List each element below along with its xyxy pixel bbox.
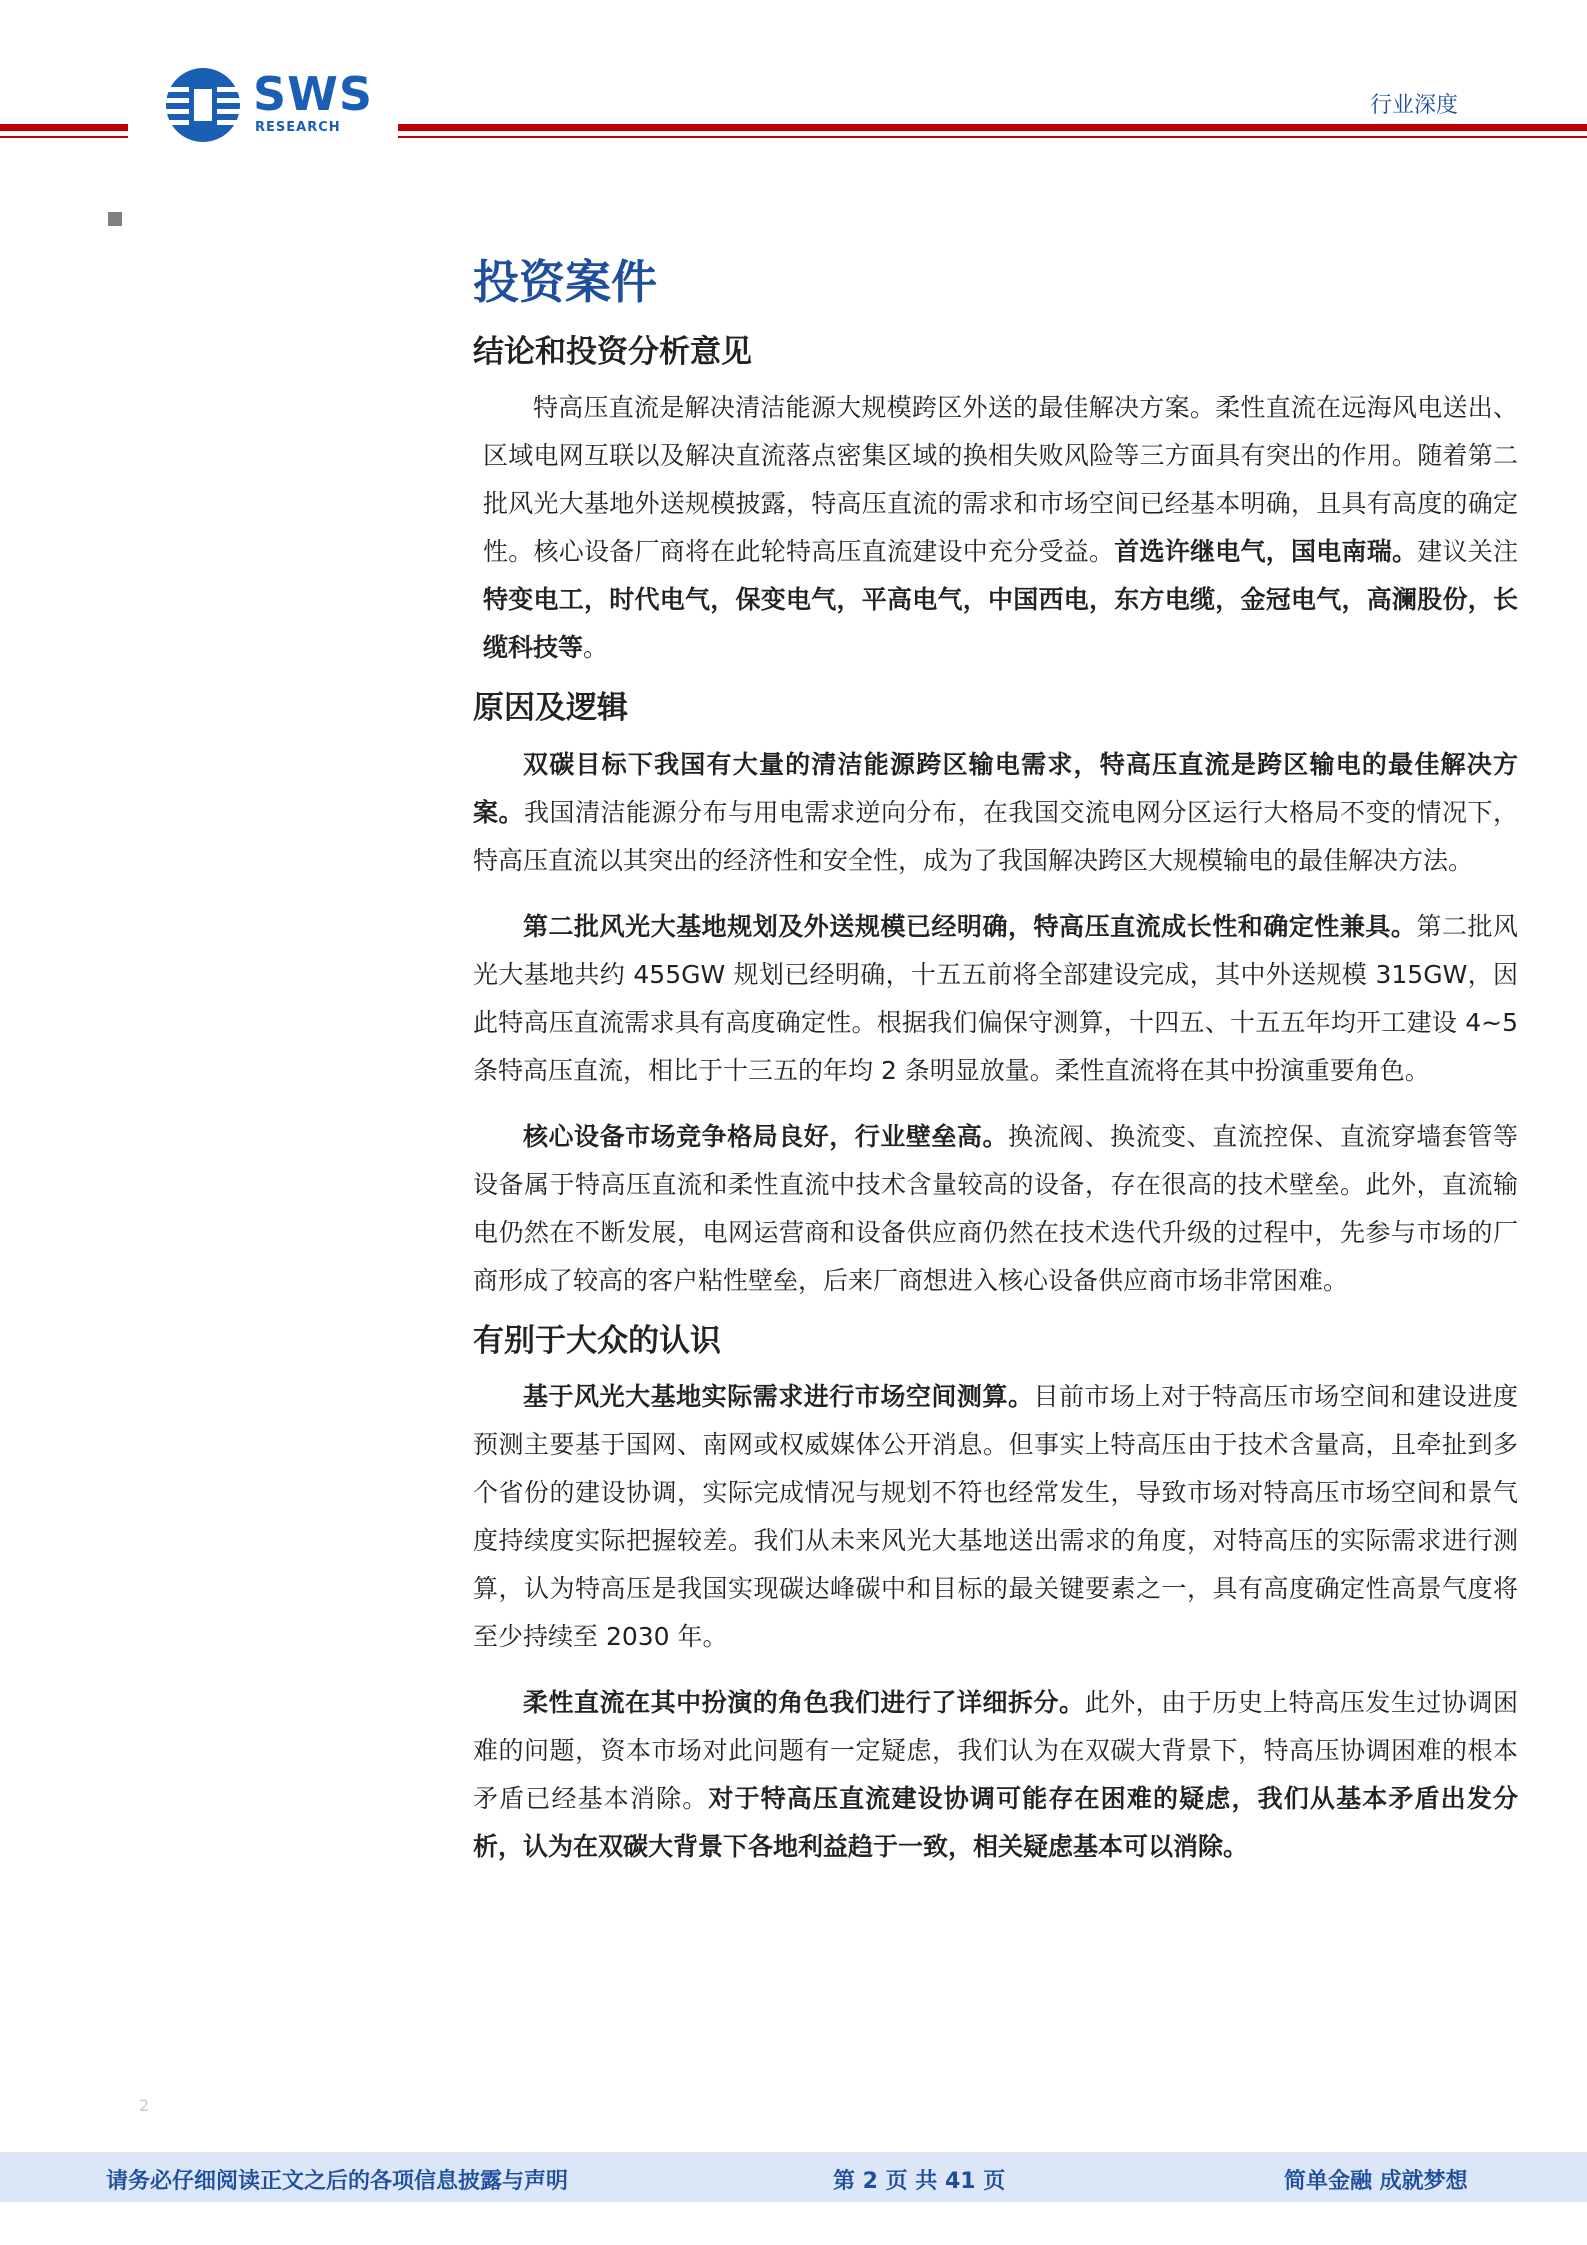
section-heading: 有别于大众的认识 [473, 1322, 721, 1359]
text-run: 我国清洁能源分布与用电需求逆向分布，在我国交流电网分区运行大格局不变的情况下，特高压直流以其突出的经济性和安全性，成为了我国解决跨区大规模输电的最佳解决方法。 [473, 797, 1518, 875]
paragraph [473, 741, 1518, 885]
text-run-bold: 双碳目标下我国有大量的清洁能源跨区输电需求，特高压直流是跨区输电的最佳解决方案。 [473, 749, 1518, 827]
sws-logo-icon [163, 65, 243, 145]
text-run: 换流阀、换流变、直流控保、直流穿墙套管等设备属于特高压直流和柔性直流中技术含量较高的设备，存在很高的技术壁垒。此外，直流输电仍然在不断发展，电网运营商和设备供应商仍然在技术迭代升级的过程中，先参与市场的厂商形成了较高的客户粘性壁垒，后来厂商想进入核心设备供应商市场非常困难。 [473, 1121, 1518, 1295]
logo-text: SWS [253, 67, 373, 121]
sws-logo [163, 65, 373, 145]
text-run: 建议关注 [1417, 537, 1518, 567]
footer [0, 2152, 1587, 2202]
bullet-square-icon [108, 212, 122, 226]
header-rule-right-thin [398, 136, 1587, 138]
page-title: 投资案件 [473, 255, 657, 309]
text-run: 特高压直流是解决清洁能源大规模跨区外送的最佳解决方案。柔性直流在远海风电送出、区域电网互联以及解决直流落点密集区域的换相失败风险等三方面具有突出的作用。随着第二批风光大基地外送规模披露，特高压直流的需求和市场空间已经基本明确，且具有高度的确定性。核心设备厂商将在此轮特高压直流建设中充分受益。 [483, 393, 1518, 567]
paragraph [473, 903, 1518, 1095]
text-run: 。 [583, 633, 609, 663]
text-run: 第二批风光大基地共约 455GW 规划已经明确，十五五前将全部建设完成，其中外送规模 315GW，因此特高压直流需求具有高度确定性。根据我们偏保守测算，十四五、十五五年均开工建设 4~5 条特高压直流，相比于十三五的年均 2 条明显放量。柔性直流将在其中扮演重要角色。 [473, 911, 1518, 1085]
footer-disclaimer: 请务必仔细阅读正文之后的各项信息披露与声明 [106, 2169, 569, 2194]
report-category: 行业深度 [1370, 93, 1459, 118]
text-run-bold: 特变电工，时代电气，保变电气，平高电气，中国西电，东方电缆，金冠电气，高澜股份，长缆科技等 [483, 585, 1518, 663]
text-run-bold: 核心设备市场竞争格局良好，行业壁垒高。 [523, 1121, 1008, 1151]
header-rule-right [398, 124, 1587, 131]
logo-subtext: RESEARCH [255, 120, 341, 135]
footer-page-number: 第 2 页 共 41 页 [833, 2169, 1006, 2194]
footer-slogan: 简单金融 成就梦想 [1284, 2169, 1468, 2194]
text-run-bold: 基于风光大基地实际需求进行市场空间测算。 [523, 1382, 1034, 1412]
text-run-bold: 对于特高压直流建设协调可能存在困难的疑虑，我们从基本矛盾出发分析，认为在双碳大背景下各地利益趋于一致，相关疑虑基本可以消除。 [473, 1784, 1518, 1862]
paragraph [473, 1113, 1518, 1305]
text-run: 目前市场上对于特高压市场空间和建设进度预测主要基于国网、南网或权威媒体公开消息。但事实上特高压由于技术含量高，且牵扯到多个省份的建设协调，实际完成情况与规划不符也经常发生，导致市场对特高压市场空间和景气度持续度实际把握较差。我们从未来风光大基地送出需求的角度，对特高压的实际需求进行测算，认为特高压是我国实现碳达峰碳中和目标的最关键要素之一，具有高度确定性高景气度将至少持续至 2030 年。 [473, 1382, 1518, 1652]
main-content [473, 255, 1518, 1871]
header-rule-left [0, 124, 128, 131]
section-heading: 原因及逻辑 [473, 690, 628, 727]
text-run-bold: 第二批风光大基地规划及外送规模已经明确，特高压直流成长性和确定性兼具。 [523, 911, 1417, 941]
paragraph [473, 384, 1518, 672]
side-page-number: 2 [139, 2096, 150, 2115]
text-run: 此外，由于历史上特高压发生过协调困难的问题，资本市场对此问题有一定疑虑，我们认为在双碳大背景下，特高压协调困难的根本矛盾已经基本消除。 [473, 1688, 1518, 1814]
paragraph [473, 1373, 1518, 1661]
text-run-bold: 首选许继电气，国电南瑞。 [1114, 537, 1418, 567]
paragraph [473, 1679, 1518, 1871]
section-heading: 结论和投资分析意见 [473, 334, 752, 371]
text-run-bold: 柔性直流在其中扮演的角色我们进行了详细拆分。 [523, 1688, 1085, 1718]
header-rule-left-thin [0, 136, 128, 138]
